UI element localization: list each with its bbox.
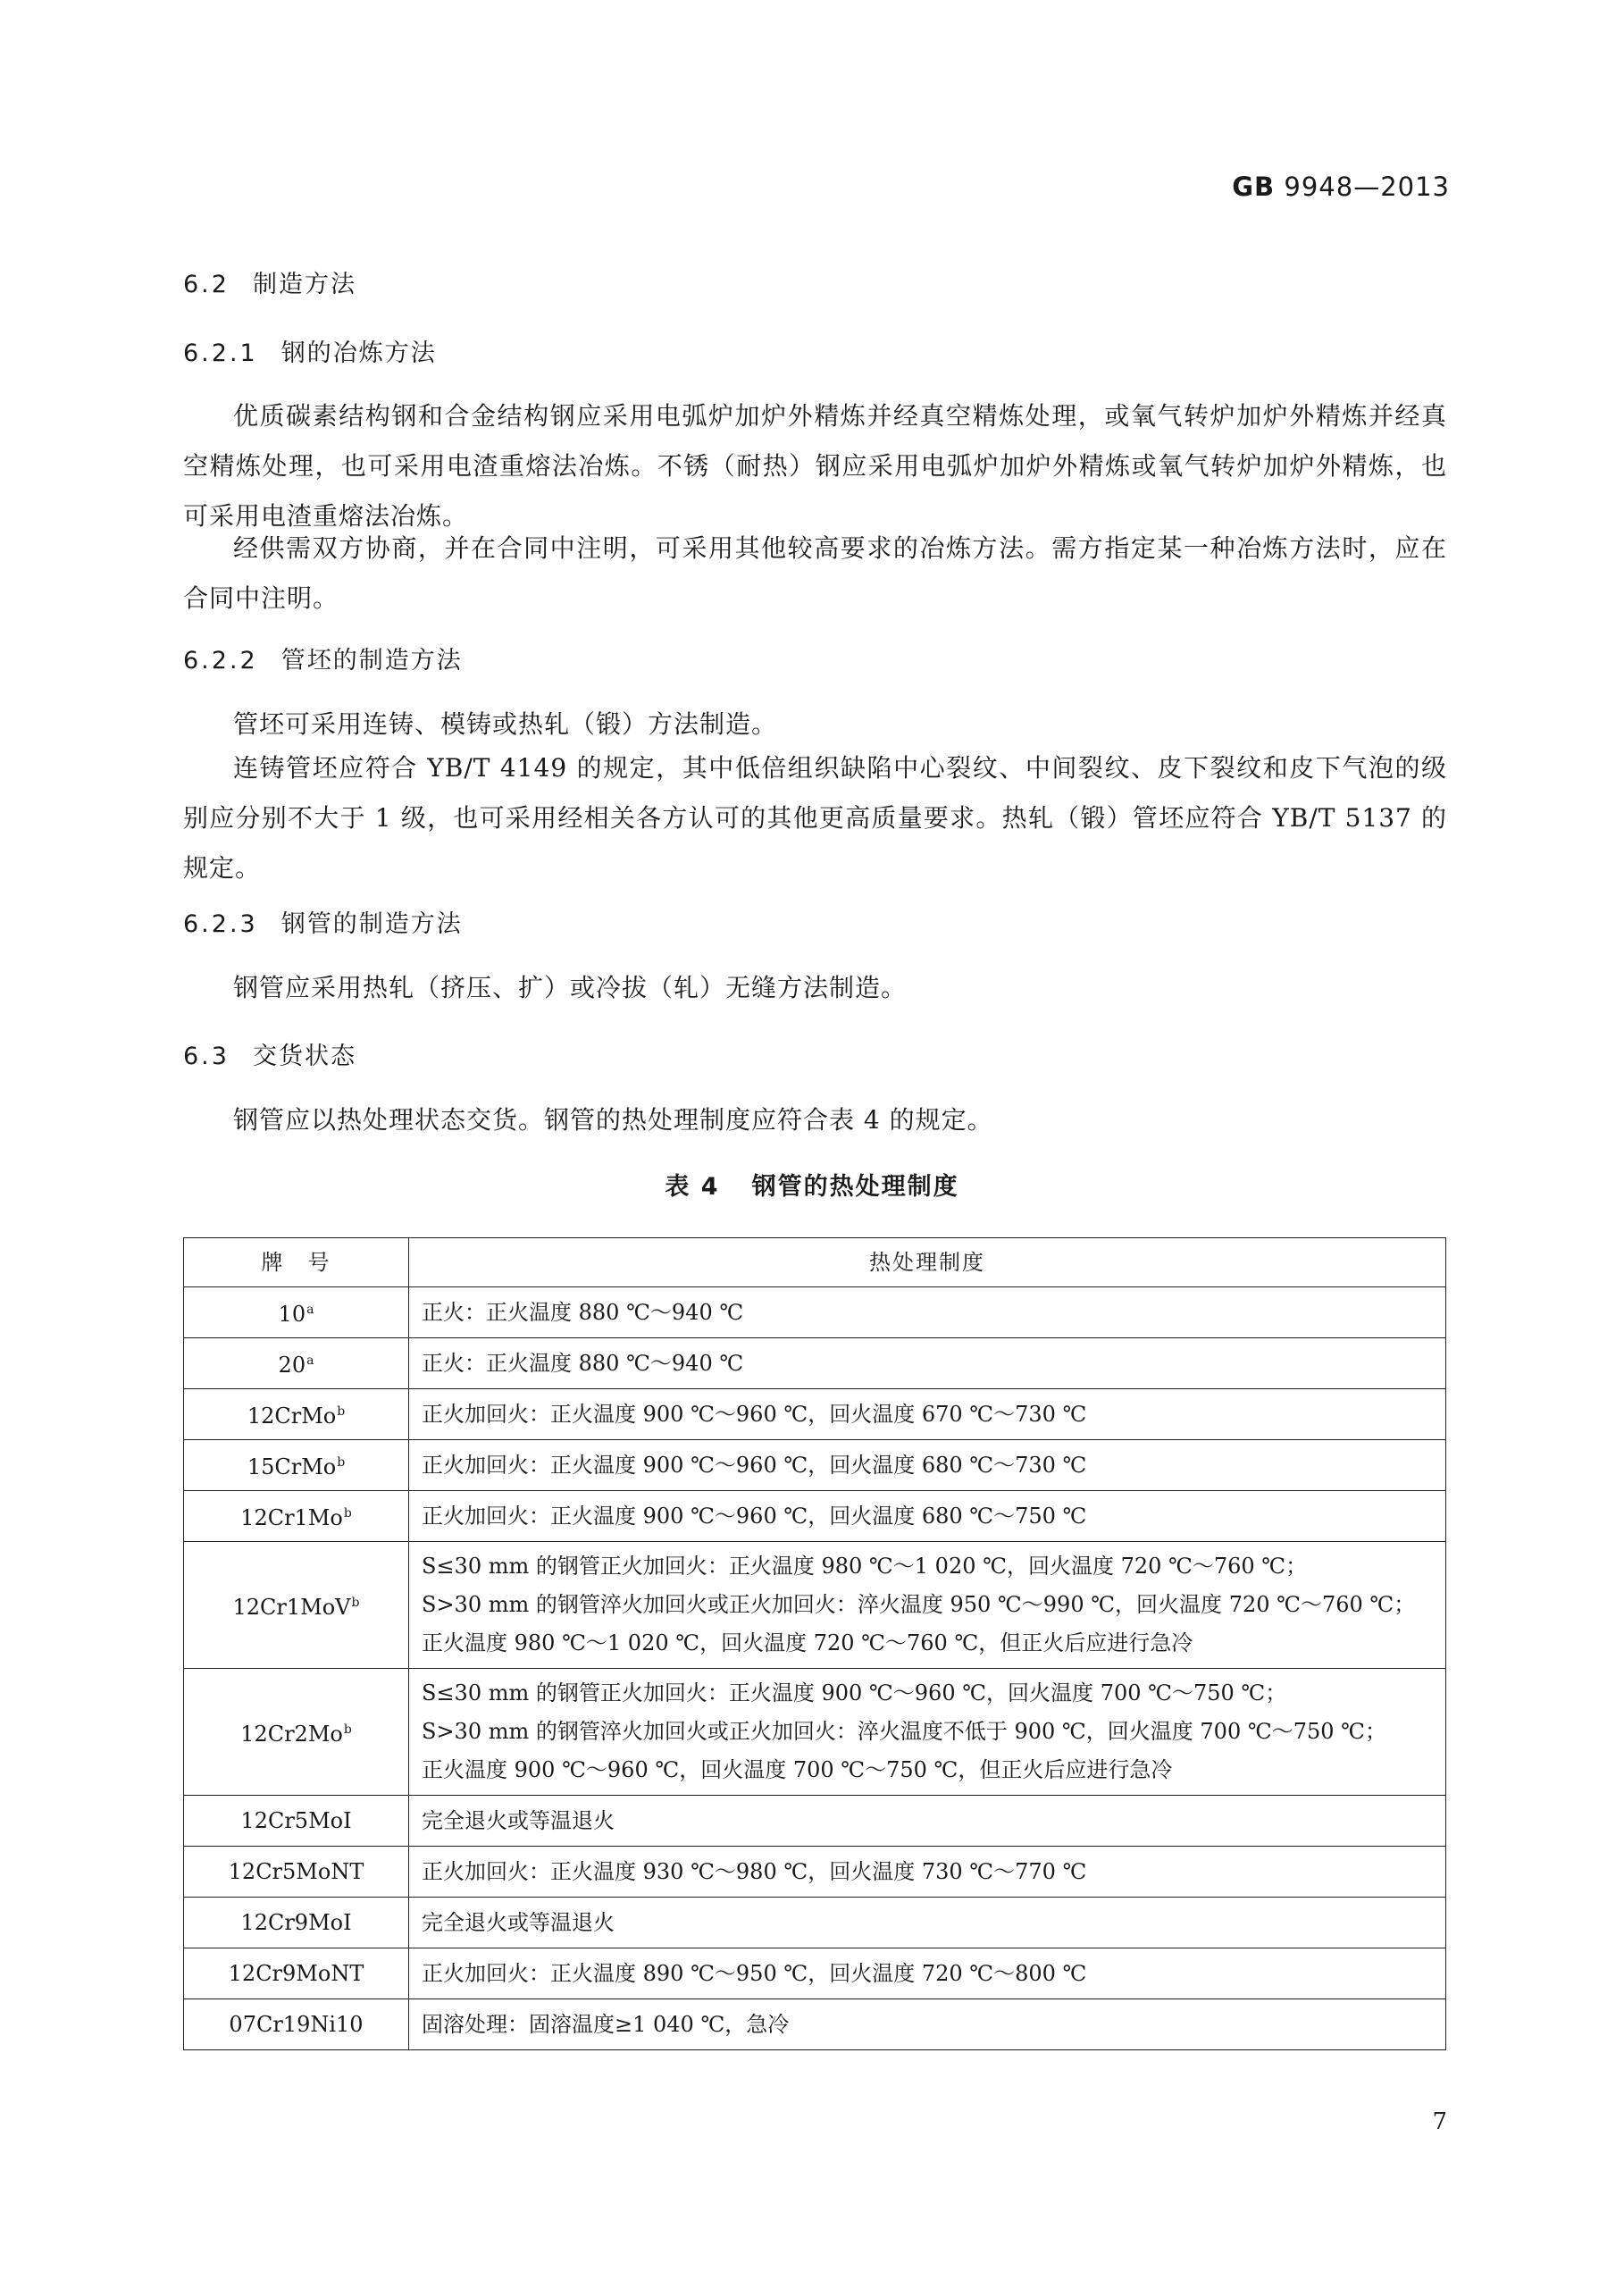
grade-name: 12Cr5MoI: [240, 1807, 352, 1833]
section-number: 6.2.3: [183, 910, 258, 938]
table-row: [184, 1898, 1446, 1948]
grade-cell: [184, 1440, 409, 1491]
footnote-marker: a: [306, 1303, 314, 1317]
heat-treatment-line: S>30 mm 的钢管淬火加回火或正火加回火：淬火温度 950 ℃～990 ℃，回火温度 720 ℃～760 ℃；: [422, 1592, 1416, 1617]
heat-treatment-cell: [409, 1338, 1446, 1389]
grade-name: 12Cr2Mo: [240, 1721, 343, 1747]
table-row: [184, 1440, 1446, 1491]
heat-treatment-cell: [409, 1948, 1446, 1999]
section-number: 6.3: [183, 1043, 230, 1070]
table-row: [184, 1948, 1446, 1999]
section-heading-6-2-1: [183, 333, 437, 368]
grade-cell: [184, 1999, 409, 2050]
grade-cell: [184, 1948, 409, 1999]
section-title: 管坯的制造方法: [280, 647, 463, 675]
heat-treatment-line: 正火：正火温度 880 ℃～940 ℃: [422, 1350, 744, 1376]
heat-treatment-table: [183, 1237, 1446, 2050]
table-number: 表 4: [665, 1173, 720, 1201]
grade-name: 12Cr1MoV: [232, 1594, 351, 1620]
footnote-marker: b: [343, 1722, 352, 1737]
footnote-marker: b: [337, 1455, 346, 1470]
heat-treatment-cell: [409, 1999, 1446, 2050]
page-number: 7: [1432, 2108, 1447, 2135]
grade-name: 12Cr5MoNT: [228, 1858, 364, 1884]
section-heading-6-2-2: [183, 641, 463, 675]
grade-name: 12Cr1Mo: [240, 1505, 343, 1530]
grade-cell: [184, 1389, 409, 1440]
paragraph-tube-manufacturing: 钢管应采用热轧（挤压、扩）或冷拔（轧）无缝方法制造。: [233, 973, 908, 1002]
standard-code-prefix: GB: [1232, 172, 1276, 202]
section-number: 6.2.1: [183, 339, 258, 367]
standard-code-number: 9948—2013: [1284, 172, 1450, 202]
section-heading-6-2: [183, 264, 356, 299]
table-title: 钢管的热处理制度: [751, 1173, 959, 1201]
section-title: 制造方法: [252, 271, 356, 298]
table-header-row: [184, 1238, 1446, 1287]
heat-treatment-line: S>30 mm 的钢管淬火加回火或正火加回火：淬火温度不低于 900 ℃，回火温度 700 ℃～750 ℃；: [422, 1719, 1386, 1744]
section-number: 6.2.2: [183, 647, 258, 675]
column-header-heat-treatment: 热处理制度: [409, 1238, 1446, 1287]
table-row: [184, 1669, 1446, 1796]
paragraph-billet-requirements: 连铸管坯应符合 YB/T 4149 的规定，其中低倍组织缺陷中心裂纹、中间裂纹、皮下裂纹和皮下气泡的级别应分别不大于 1 级，也可采用经相关各方认可的其他更高质量要求。热轧（锻）管坯应符合 YB/T 5137 的规定。: [183, 753, 1447, 883]
table-row: [184, 1999, 1446, 2050]
footnote-marker: b: [343, 1506, 352, 1521]
paragraph-smelting-method: 优质碳素结构钢和合金结构钢应采用电弧炉加炉外精炼并经真空精炼处理，或氧气转炉加炉外精炼并经真空精炼处理，也可采用电渣重熔法冶炼。不锈（耐热）钢应采用电弧炉加炉外精炼或氧气转炉加炉外精炼，也可采用电渣重熔法冶炼。: [183, 401, 1447, 531]
paragraph-smelting-agreement: 经供需双方协商，并在合同中注明，可采用其他较高要求的冶炼方法。需方指定某一种冶炼方法时，应在合同中注明。: [183, 533, 1447, 613]
table-row: [184, 1796, 1446, 1847]
grade-cell: [184, 1491, 409, 1542]
grade-cell: [184, 1796, 409, 1847]
heat-treatment-line: 正火加回火：正火温度 930 ℃～980 ℃，回火温度 730 ℃～770 ℃: [422, 1858, 1087, 1884]
table-row: [184, 1389, 1446, 1440]
heat-treatment-line: 完全退火或等温退火: [422, 1807, 615, 1833]
heat-treatment-cell: [409, 1669, 1446, 1796]
grade-cell: [184, 1898, 409, 1948]
table-caption: [0, 1167, 1624, 1202]
grade-cell: [184, 1338, 409, 1389]
heat-treatment-cell: [409, 1389, 1446, 1440]
footnote-marker: b: [337, 1404, 346, 1419]
grade-name: 20: [278, 1353, 306, 1378]
paragraph-billet-methods: 管坯可采用连铸、模铸或热轧（锻）方法制造。: [233, 709, 778, 739]
footnote-marker: b: [351, 1595, 360, 1610]
section-title: 钢的冶炼方法: [280, 339, 437, 367]
column-header-grade: 牌 号: [184, 1238, 409, 1287]
table-row: [184, 1847, 1446, 1898]
heat-treatment-line: 正火温度 900 ℃～960 ℃，回火温度 700 ℃～750 ℃，但正火后应进行急冷: [422, 1757, 1173, 1782]
grade-name: 15CrMo: [247, 1454, 337, 1479]
grade-name: 12Cr9MoI: [240, 1909, 352, 1935]
heat-treatment-line: S≤30 mm 的钢管正火加回火：正火温度 980 ℃～1 020 ℃，回火温度 720 ℃～760 ℃；: [422, 1554, 1308, 1579]
heat-treatment-line: 正火温度 980 ℃～1 020 ℃，回火温度 720 ℃～760 ℃，但正火后应进行急冷: [422, 1630, 1193, 1655]
heat-treatment-cell: [409, 1796, 1446, 1847]
section-heading-6-3: [183, 1036, 356, 1071]
heat-treatment-cell: [409, 1898, 1446, 1948]
heat-treatment-cell: [409, 1491, 1446, 1542]
heat-treatment-line: 完全退火或等温退火: [422, 1909, 615, 1935]
standard-code: [1232, 172, 1450, 202]
table-row: [184, 1542, 1446, 1669]
heat-treatment-line: 正火：正火温度 880 ℃～940 ℃: [422, 1299, 744, 1325]
grade-cell: [184, 1542, 409, 1669]
footnote-marker: a: [306, 1353, 314, 1368]
grade-cell: [184, 1847, 409, 1898]
grade-name: 07Cr19Ni10: [229, 2011, 364, 2037]
heat-treatment-line: S≤30 mm 的钢管正火加回火：正火温度 900 ℃～960 ℃，回火温度 700 ℃～750 ℃；: [422, 1680, 1287, 1705]
heat-treatment-line: 正火加回火：正火温度 900 ℃～960 ℃，回火温度 680 ℃～730 ℃: [422, 1452, 1087, 1478]
heat-treatment-line: 正火加回火：正火温度 900 ℃～960 ℃，回火温度 670 ℃～730 ℃: [422, 1401, 1087, 1427]
heat-treatment-cell: [409, 1287, 1446, 1338]
grade-cell: [184, 1287, 409, 1338]
heat-treatment-line: 正火加回火：正火温度 900 ℃～960 ℃，回火温度 680 ℃～750 ℃: [422, 1503, 1087, 1529]
paragraph-delivery-condition: 钢管应以热处理状态交货。钢管的热处理制度应符合表 4 的规定。: [233, 1105, 993, 1135]
grade-cell: [184, 1669, 409, 1796]
heat-treatment-cell: [409, 1542, 1446, 1669]
grade-name: 12CrMo: [247, 1404, 337, 1429]
grade-name: 12Cr9MoNT: [228, 1960, 364, 1986]
section-title: 钢管的制造方法: [280, 910, 463, 938]
heat-treatment-line: 正火加回火：正火温度 890 ℃～950 ℃，回火温度 720 ℃～800 ℃: [422, 1960, 1087, 1986]
heat-treatment-cell: [409, 1847, 1446, 1898]
heat-treatment-cell: [409, 1440, 1446, 1491]
section-title: 交货状态: [252, 1043, 356, 1070]
table-row: [184, 1287, 1446, 1338]
heat-treatment-line: 固溶处理：固溶温度≥1 040 ℃，急冷: [422, 2011, 790, 2037]
table-row: [184, 1338, 1446, 1389]
table-body: [184, 1287, 1446, 2050]
table-row: [184, 1491, 1446, 1542]
section-number: 6.2: [183, 271, 230, 298]
section-heading-6-2-3: [183, 904, 463, 939]
grade-name: 10: [278, 1302, 306, 1327]
